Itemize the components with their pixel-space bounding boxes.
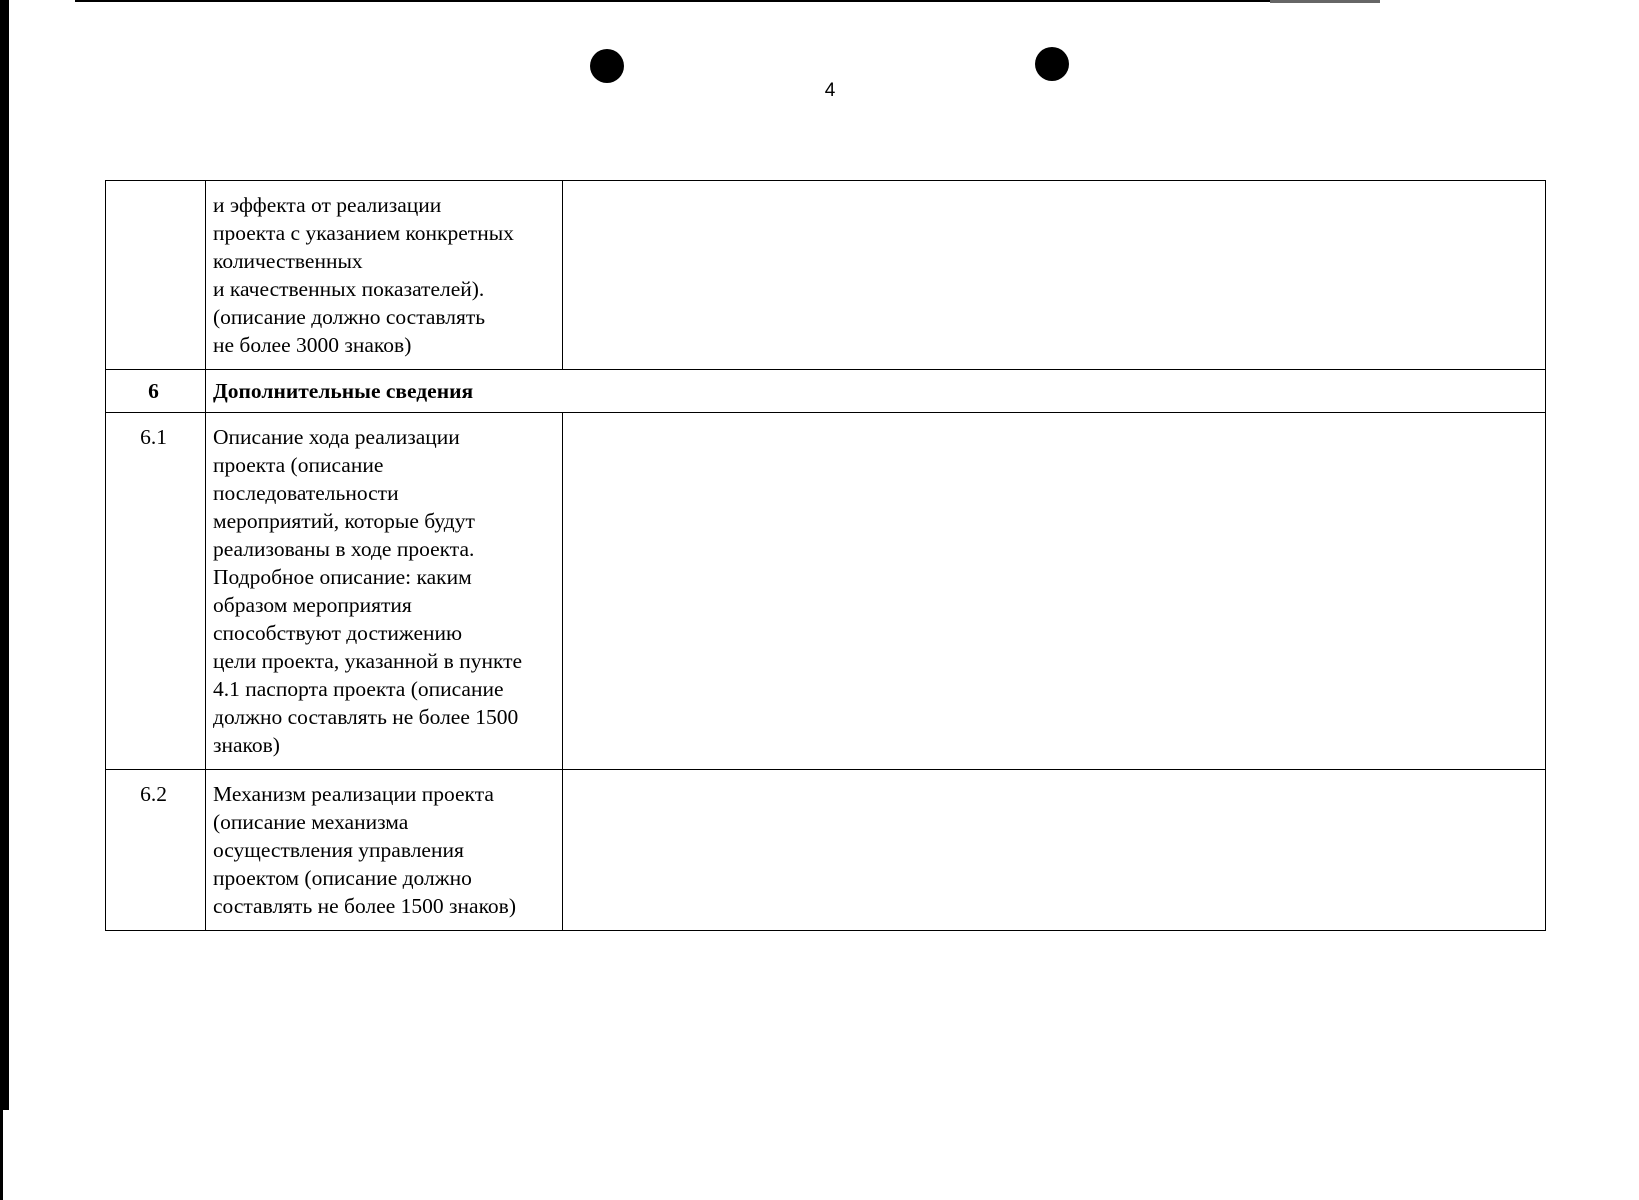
form-table-container [105,180,1545,931]
label-line: количественных [213,249,363,273]
scan-top-edge-line [75,0,1345,2]
label-line: проектом (описание должно [213,866,472,890]
section-number-cell: 6 [106,370,206,413]
row-number-cell: 6.2 [106,770,206,931]
row-value-cell[interactable] [563,413,1546,770]
label-line: (описание механизма [213,810,409,834]
label-line: проекта с указанием конкретных [213,221,514,245]
label-line: и эффекта от реализации [213,193,442,217]
label-line: знаков) [213,733,280,757]
label-line: мероприятий, которые будут [213,509,475,533]
label-line: не более 3000 знаков) [213,333,412,357]
punch-hole-left [590,49,624,83]
label-line: последовательности [213,481,399,505]
label-line: реализованы в ходе проекта. [213,537,475,561]
label-line: и качественных показателей). [213,277,485,301]
table-row-continuation [106,181,1546,370]
table-row-section-6 [106,370,1546,413]
page-number: 4 [824,80,836,101]
punch-hole-right [1035,47,1069,81]
project-form-table [105,180,1546,931]
section-title-cell: Дополнительные сведения [206,370,1546,413]
row-label-cell [206,770,563,931]
label-line: осуществления управления [213,838,464,862]
row-label-cell [206,181,563,370]
row-value-cell[interactable] [563,770,1546,931]
scan-edge-bar [0,0,9,1110]
label-line: составлять не более 1500 знаков) [213,894,516,918]
row-number-cell: 6.1 [106,413,206,770]
label-line: Подробное описание: каким [213,565,472,589]
row-value-cell[interactable] [563,181,1546,370]
row-number-cell [106,181,206,370]
label-line: должно составлять не более 1500 [213,705,519,729]
label-line: образом мероприятия [213,593,412,617]
scan-edge-bar-lower [0,1110,3,1200]
label-line: проекта (описание [213,453,384,477]
label-line: Механизм реализации проекта [213,782,494,806]
label-line: 4.1 паспорта проекта (описание [213,677,504,701]
table-row-6-2 [106,770,1546,931]
row-label-cell [206,413,563,770]
label-line: (описание должно составлять [213,305,486,329]
label-line: Описание хода реализации [213,425,460,449]
label-line: цели проекта, указанной в пункте [213,649,523,673]
label-line: способствуют достижению [213,621,463,645]
scan-top-edge-artifact [1270,0,1380,3]
table-row-6-1 [106,413,1546,770]
